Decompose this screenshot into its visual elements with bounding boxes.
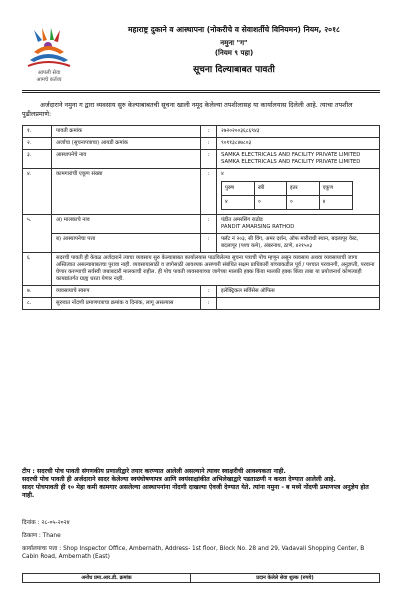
owner-name xyxy=(217,215,380,234)
establishment-name xyxy=(217,150,380,169)
application-id: ९०११३८४७८०३ xyxy=(217,138,380,150)
table-row xyxy=(23,215,380,234)
count-female: ० xyxy=(254,196,286,210)
table-row xyxy=(23,126,380,138)
header-female: स्त्री xyxy=(254,182,286,196)
intro-paragraph: अर्जदाराने नमुना ग द्वारा व्यवसाय सुरु केल्याबाबतची सूचना खाली नमूद केलेल्या तपशीलासह या कार्यालयास दिलेली आहे. त्याचा तपशील पुढीलप्रमाणे: xyxy=(22,101,353,118)
row-number: ६ xyxy=(23,253,52,286)
count-total: ४ xyxy=(319,196,352,210)
document-title: सूचना दिल्याबाबत पावती xyxy=(193,65,275,75)
fee-table xyxy=(22,573,380,583)
worker-breakdown-table xyxy=(221,181,353,210)
place-value: Thane xyxy=(42,533,61,539)
note-3: सादर पोचपावती ही १० मेहा कमी कामगार असलेल्या आस्थापनांना नोंदणी दाखल्या ऐवजी देण्यात येते. त्यांना नमुना - ब मध्ये नोंदणी प्रमाणपत्र अनुज्ञेय होत नाही. xyxy=(22,484,369,499)
row-label: सुरुवात नोंदणी प्रमाणपत्राचा क्रमांक व दिनांक, लागू असल्यास xyxy=(52,298,201,310)
colon-separator: : xyxy=(201,298,217,310)
header-male: पुरुष xyxy=(222,182,255,196)
row-number: २. xyxy=(23,138,52,150)
business-nature: इलेक्ट्रिकल सर्विसेस ऑफिस xyxy=(217,286,380,298)
row-number: ५. xyxy=(23,215,52,253)
date-line xyxy=(22,519,380,527)
table-row xyxy=(23,298,380,310)
worker-count xyxy=(217,169,380,215)
table-row xyxy=(23,169,380,215)
colon-separator: : xyxy=(201,150,217,169)
office-value: Shop Inspector Office, Ambernath, Address- 1st floor, Block No. 28 and 29, Vadavali Shopping Center, B Cabin Road, Ambernath (East) xyxy=(22,546,365,560)
place-label: ठिकाण : xyxy=(22,533,41,539)
logo-caption xyxy=(18,70,80,84)
table-row xyxy=(23,150,380,169)
row-number: ८. xyxy=(23,298,52,310)
establishment-address: फ्लॅट नं २०३, सी विंग, अमर दर्शन, ऑफ मारीराधी स्थान, बदलापूर वेस्ट, बदलापूर (पश्च कमे), अंबरनाथ, ठाणे, ४२१५०३ xyxy=(217,234,380,253)
row-number: ३. xyxy=(23,150,52,169)
place-line xyxy=(22,532,380,540)
details-table xyxy=(22,125,380,310)
fee-table-col2: प्रदान केलेले सेवा शुल्क (रुपये) xyxy=(190,574,379,583)
count-male: ४ xyxy=(222,196,255,210)
act-title: महाराष्ट्र दुकाने व आस्थापना (नोकरीचे व सेवाशर्तीचे विनियमन) नियम, २०१८ xyxy=(128,25,340,34)
colon-separator: : xyxy=(201,169,217,215)
registration-certificate xyxy=(217,298,380,310)
note-2: सदरची पोच पावती ही अर्जदाराने सादर केलेल्या स्वयंघोषणापत्र आणि स्वयंसाक्षांकीत अभिलेखाद्वारे पडताळणी न करता देण्यात आलेली आहे. xyxy=(22,476,336,483)
logo-caption-line2: आमचे कर्तव्य xyxy=(36,77,62,83)
colon-separator: : xyxy=(201,126,217,138)
establishment-name-line1: SAMKA ELECTRICALS AND FACILITY PRIVATE LIMITED xyxy=(221,152,361,158)
owner-name-line2: PANDIT AMARSING RATHOD xyxy=(221,224,295,230)
form-name: नमुना "ग" xyxy=(220,39,248,47)
row-label: आस्थापनेचे नाव xyxy=(52,150,201,169)
government-logo-icon xyxy=(20,22,78,72)
count-other: ० xyxy=(287,196,320,210)
date-value: २८-०५-२०२४ xyxy=(41,520,70,526)
header-other: इतर xyxy=(287,182,320,196)
establishment-name-line2: SAMKA ELECTRICALS AND FACILITY PRIVATE LIMITED xyxy=(221,159,361,165)
row-label: ब) आस्थापनेचा पत्ता xyxy=(52,234,201,253)
row-label: अर्जाचा (सूचनापत्राचा) आयडी क्रमांक xyxy=(52,138,201,150)
header-total: एकूण xyxy=(319,182,352,196)
date-label: दिनांक : xyxy=(22,520,40,526)
owner-name-line1: पंडीत अमरसिंग राठोड xyxy=(221,217,263,223)
disclaimer-text: सदरची पावती ही केवळ अर्जदाराने त्याचा व्यवसाय सुरु केल्याबाबत कार्यालयास पाठविलेल्या सूचना पत्राची पोच म्हणून असून व्यवसाय अथवा व्यवसायाची जागा अस्तित्वात असल्याबाबतचा पुरावा नाही. व्यवसायासाठी व जागेसाठी आवश्यक असणारी संबंधित सक्षम प्राधिकारी यांच्याकडील पूर्व / पश्चात परवानगी, अनुज्ञप्ती, परवाना घेणार करण्याची सर्वस्वी जबाबदारी मालकाची राहील. ही पोच पावती व्यवसायाच्या जागेच्या मालकी हक्क किंवा मालकी हक्क किंवा ताबा या प्रयोजनार्थ कोणत्याही कायद्यांतर्गत ग्राह्य धरता येणार नाही. xyxy=(52,253,380,286)
row-number: ७. xyxy=(23,286,52,298)
office-label: कार्यालयाचा पत्ता : xyxy=(22,546,62,552)
row-number: १. xyxy=(23,126,52,138)
colon-separator: : xyxy=(201,234,217,253)
logo-caption-line1: आपली सेवा xyxy=(37,70,61,76)
header-divider xyxy=(22,90,380,91)
row-label: अ) मालकाचे नाव xyxy=(52,215,201,234)
colon-separator: : xyxy=(201,286,217,298)
colon-separator: : xyxy=(201,138,217,150)
row-label: व्यवसायाचे स्वरुप xyxy=(52,286,201,298)
row-label: कामगारांची एकूण संख्या xyxy=(52,169,201,215)
colon-separator: : xyxy=(201,215,217,234)
rule-reference: (नियम ९ पहा) xyxy=(214,49,254,57)
table-row xyxy=(23,286,380,298)
note-1: टीप : सदरची पोच पावती संगणकीय प्रणालीद्वारे तयार करण्यात आलेली असल्याने त्यावर स्वाक्षरीची आवश्यकता नाही. xyxy=(22,468,286,475)
table-row xyxy=(23,138,380,150)
office-address-line xyxy=(22,545,380,561)
worker-total: ४ xyxy=(221,171,224,177)
fee-table-col1: अनोंध प्रमा.आर.डी. क्रमांक xyxy=(23,574,191,583)
notes-block xyxy=(22,468,380,500)
header-divider-2 xyxy=(22,92,380,93)
row-label: पावती क्रमांक xyxy=(52,126,201,138)
receipt-number: २७२०२००३६८६९४३ xyxy=(217,126,380,138)
table-row xyxy=(23,253,380,286)
table-row xyxy=(23,234,380,253)
row-number: ४. xyxy=(23,169,52,215)
